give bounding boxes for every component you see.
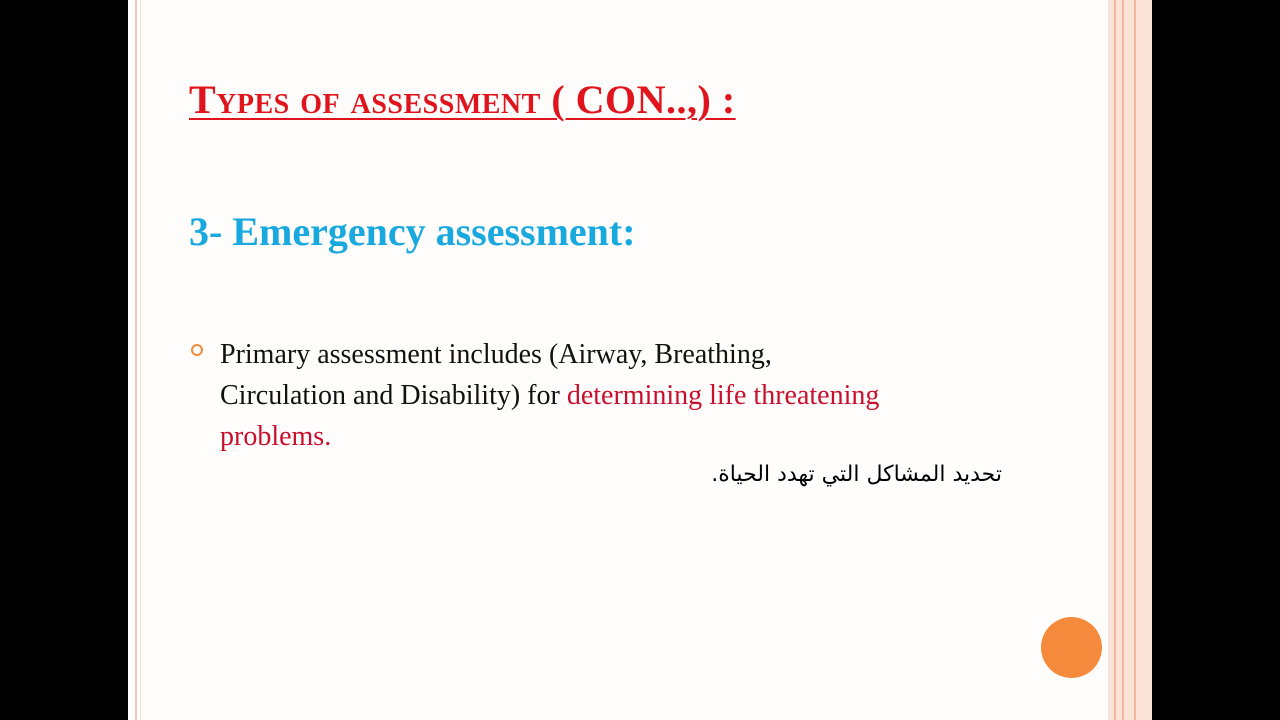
slide-title: Types of assessment ( CON..,) : bbox=[189, 77, 736, 122]
border-line bbox=[1134, 0, 1136, 720]
bullet-text bbox=[220, 334, 889, 457]
arabic-note: تحديد المشاكل التي تهدد الحياة. bbox=[711, 462, 1002, 487]
bullet-text-plain: Primary assessment includes (Airway, Breathing, Circulation and Disability) for bbox=[220, 339, 772, 411]
hollow-circle-bullet-icon bbox=[191, 344, 203, 356]
slide-border-right bbox=[1108, 0, 1152, 720]
slide-border-left bbox=[135, 0, 137, 720]
border-line bbox=[1114, 0, 1116, 720]
bullet-item bbox=[189, 334, 889, 457]
slide-border-left-inner bbox=[140, 0, 141, 720]
presentation-slide bbox=[128, 0, 1152, 720]
orange-circle-icon bbox=[1041, 617, 1102, 678]
bullet-text-highlight: determining life threatening problems. bbox=[220, 380, 880, 452]
slide-subtitle: 3- Emergency assessment: bbox=[189, 209, 636, 254]
border-line bbox=[1122, 0, 1124, 720]
